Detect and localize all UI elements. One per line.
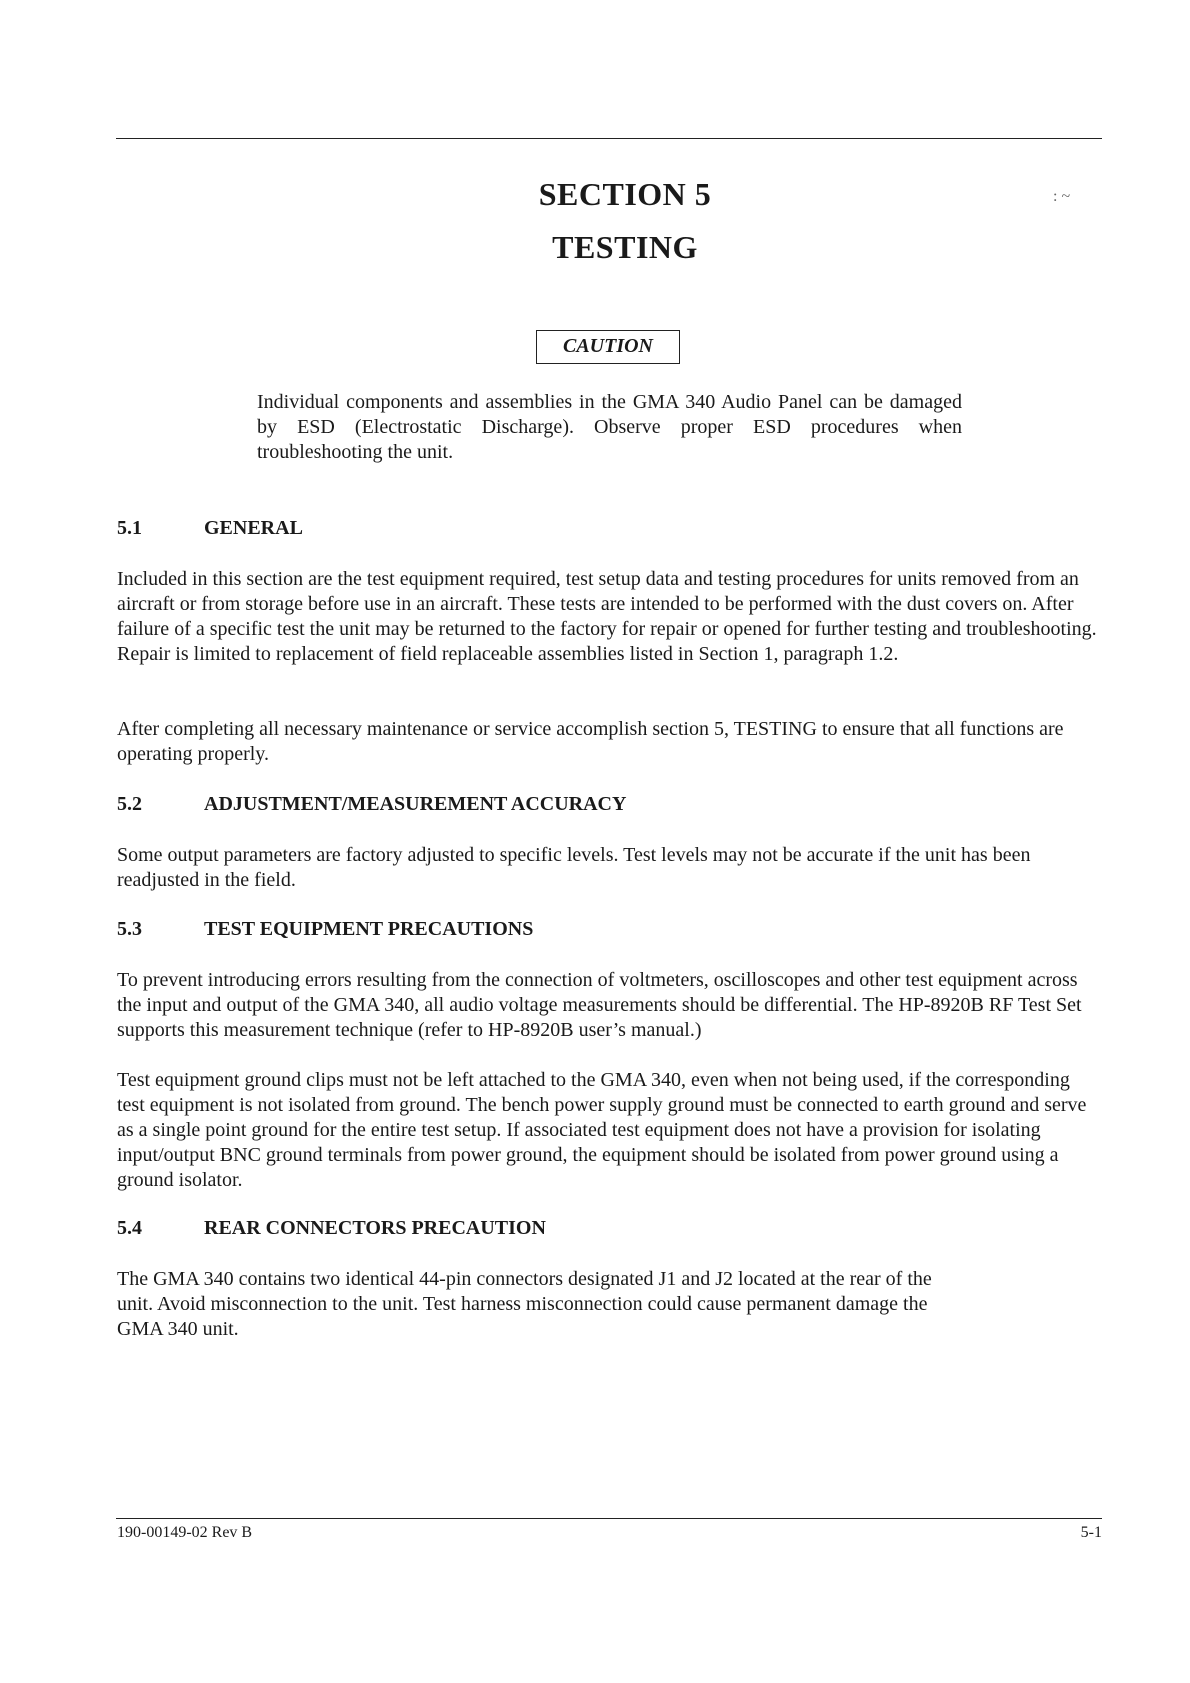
section-name-title: TESTING <box>552 229 698 265</box>
footer-doc-number: 190-00149-02 Rev B <box>117 1524 253 1541</box>
footer-rule <box>116 1518 1102 1519</box>
heading-number: 5.3 <box>117 918 142 940</box>
scan-specks: : ~ <box>1053 188 1071 205</box>
paragraph-general-1: Included in this section are the test equipment required, test setup data and testing procedures for units removed from an aircraft or from storage before use in an aircraft. These tests are intended to be performed with the dust covers on. After failure of a specific test the unit may be returned to the factory for repair or opened for further testing and troubleshooting. Repair is limited to replacement of field replaceable assemblies listed in Section 1, paragraph 1.2. <box>117 568 1097 665</box>
heading-adjustment-accuracy <box>117 793 626 816</box>
heading-number: 5.2 <box>117 793 142 815</box>
heading-number: 5.1 <box>117 517 142 539</box>
heading-rear-connectors-precaution <box>117 1217 546 1240</box>
caution-label-box: CAUTION <box>536 330 680 364</box>
paragraph-general-2: After completing all necessary maintenance or service accomplish section 5, TESTING to ensure that all functions are operating properly. <box>117 718 1064 765</box>
heading-title: TEST EQUIPMENT PRECAUTIONS <box>204 918 534 940</box>
paragraph-rear-connectors: The GMA 340 contains two identical 44-pin connectors designated J1 and J2 located at the rear of the unit. Avoid misconnection to the unit. Test harness misconnection could cause permanent damage the GMA 340 unit. <box>117 1268 932 1340</box>
paragraph-test-equipment-2: Test equipment ground clips must not be left attached to the GMA 340, even when not being used, if the corresponding test equipment is not isolated from ground. The bench power supply ground must be connected to earth ground and serve as a single point ground for the entire test setup. If associated test equipment does not have a provision for isolating input/output BNC ground terminals from power ground, the equipment should be isolated from power ground using a ground isolator. <box>117 1069 1087 1191</box>
heading-title: ADJUSTMENT/MEASUREMENT ACCURACY <box>204 793 627 815</box>
heading-general <box>117 517 303 540</box>
heading-title: REAR CONNECTORS PRECAUTION <box>204 1217 546 1239</box>
header-rule <box>116 138 1102 139</box>
section-number-title: SECTION 5 <box>538 176 712 212</box>
caution-text: Individual components and assemblies in the GMA 340 Audio Panel can be damaged by ESD (Electrostatic Discharge). Observe proper ESD procedures when troubleshooting the unit. <box>257 391 962 463</box>
paragraph-adjustment-accuracy: Some output parameters are factory adjusted to specific levels. Test levels may not be accurate if the unit has been readjusted in the field. <box>117 844 1031 891</box>
heading-test-equipment-precautions <box>117 918 533 941</box>
paragraph-test-equipment-1: To prevent introducing errors resulting from the connection of voltmeters, oscilloscopes and other test equipment across the input and output of the GMA 340, all audio voltage measurements should be differential. The HP-8920B RF Test Set supports this measurement technique (refer to HP-8920B user’s manual.) <box>117 969 1082 1041</box>
heading-title: GENERAL <box>204 517 303 539</box>
footer-page-number: 5-1 <box>1080 1524 1102 1541</box>
heading-number: 5.4 <box>117 1217 142 1239</box>
